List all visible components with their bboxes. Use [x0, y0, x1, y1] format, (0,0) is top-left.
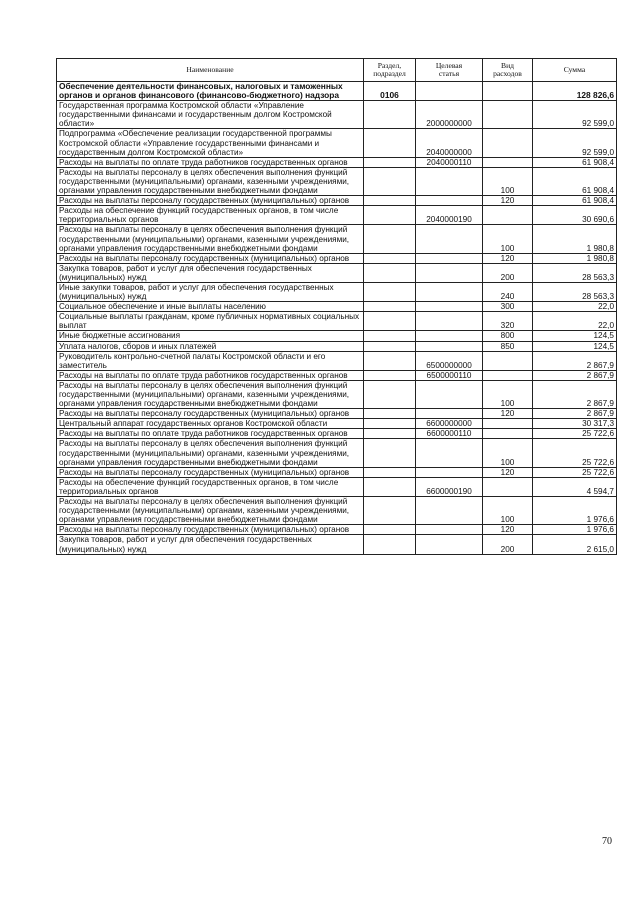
cell-kind: [483, 157, 533, 167]
header-kind: Вид расходов: [483, 59, 533, 82]
cell-section: [364, 302, 416, 312]
cell-name: Иные бюджетные ассигнования: [57, 331, 364, 341]
header-sum: Сумма: [533, 59, 617, 82]
cell-section: [364, 351, 416, 370]
cell-name: Расходы на выплаты персоналу государственных (муниципальных) органов: [57, 196, 364, 206]
header-section: Раздел, подраздел: [364, 59, 416, 82]
table-row: [57, 477, 617, 496]
cell-sum: 22,0: [533, 302, 617, 312]
cell-sum: 25 722,6: [533, 439, 617, 467]
cell-section: [364, 419, 416, 429]
cell-name: Расходы на обеспечение функций государственных органов, в том числе территориальных органов: [57, 206, 364, 225]
cell-target: [416, 331, 483, 341]
cell-section: [364, 157, 416, 167]
cell-target: 2000000000: [416, 101, 483, 129]
cell-kind: 100: [483, 225, 533, 253]
cell-section: [364, 312, 416, 331]
cell-section: [364, 282, 416, 301]
cell-name: Расходы на выплаты персоналу в целях обеспечения выполнения функций государственными (муниципальными) органами, казенными учреждениями, органами управления государственными внебюджетными фондами: [57, 380, 364, 408]
cell-section: [364, 263, 416, 282]
table-row: [57, 196, 617, 206]
cell-sum: 1 976,6: [533, 525, 617, 535]
cell-kind: [483, 101, 533, 129]
cell-sum: 25 722,6: [533, 429, 617, 439]
table-row: [57, 101, 617, 129]
cell-kind: [483, 82, 533, 101]
cell-sum: 1 980,8: [533, 225, 617, 253]
cell-kind: [483, 351, 533, 370]
cell-kind: 320: [483, 312, 533, 331]
cell-kind: 100: [483, 439, 533, 467]
cell-target: [416, 312, 483, 331]
cell-target: [416, 225, 483, 253]
table-row: [57, 263, 617, 282]
cell-section: [364, 341, 416, 351]
cell-section: [364, 129, 416, 157]
cell-sum: 22,0: [533, 312, 617, 331]
cell-target: [416, 409, 483, 419]
cell-section: [364, 467, 416, 477]
table-row: [57, 497, 617, 525]
table-row: [57, 535, 617, 554]
cell-name: Социальное обеспечение и иные выплаты населению: [57, 302, 364, 312]
cell-name: Обеспечение деятельности финансовых, налоговых и таможенных органов и органов финансового (финансово-бюджетного) надзора: [57, 82, 364, 101]
cell-kind: [483, 419, 533, 429]
cell-name: Государственная программа Костромской области «Управление государственными финансами и государственным долгом Костромской области»: [57, 101, 364, 129]
cell-section: [364, 439, 416, 467]
cell-name: Закупка товаров, работ и услуг для обеспечения государственных (муниципальных) нужд: [57, 263, 364, 282]
table-row: [57, 351, 617, 370]
cell-target: [416, 253, 483, 263]
table-row: [57, 312, 617, 331]
cell-target: [416, 82, 483, 101]
cell-section: [364, 380, 416, 408]
cell-section: [364, 101, 416, 129]
table-row: [57, 167, 617, 195]
cell-kind: 240: [483, 282, 533, 301]
table-row: [57, 380, 617, 408]
table-row: [57, 429, 617, 439]
cell-section: [364, 477, 416, 496]
cell-kind: 120: [483, 409, 533, 419]
table-row: [57, 525, 617, 535]
cell-target: 6600000000: [416, 419, 483, 429]
cell-target: [416, 341, 483, 351]
table-row: [57, 341, 617, 351]
cell-sum: 2 867,9: [533, 370, 617, 380]
cell-target: 2040000110: [416, 157, 483, 167]
cell-section: 0106: [364, 82, 416, 101]
cell-name: Расходы на выплаты персоналу государственных (муниципальных) органов: [57, 525, 364, 535]
cell-name: Подпрограмма «Обеспечение реализации государственной программы Костромской области «Управление государственными финансами и государственным долгом Костромской области»: [57, 129, 364, 157]
cell-target: 2040000190: [416, 206, 483, 225]
cell-sum: 2 867,9: [533, 351, 617, 370]
table-row: [57, 157, 617, 167]
table-row: [57, 82, 617, 101]
cell-target: [416, 467, 483, 477]
cell-name: Расходы на выплаты по оплате труда работников государственных органов: [57, 157, 364, 167]
cell-sum: 61 908,4: [533, 196, 617, 206]
cell-kind: 120: [483, 467, 533, 477]
cell-kind: 850: [483, 341, 533, 351]
cell-name: Расходы на выплаты персоналу в целях обеспечения выполнения функций государственными (муниципальными) органами, казенными учреждениями, органами управления государственными внебюджетными фондами: [57, 439, 364, 467]
cell-name: Руководитель контрольно-счетной палаты Костромской области и его заместитель: [57, 351, 364, 370]
cell-sum: 61 908,4: [533, 157, 617, 167]
cell-sum: 128 826,6: [533, 82, 617, 101]
cell-section: [364, 331, 416, 341]
cell-section: [364, 167, 416, 195]
cell-sum: 124,5: [533, 331, 617, 341]
cell-target: [416, 380, 483, 408]
page-number: 70: [602, 836, 612, 847]
table-row: [57, 282, 617, 301]
cell-name: Расходы на выплаты персоналу в целях обеспечения выполнения функций государственными (муниципальными) органами, казенными учреждениями, органами управления государственными внебюджетными фондами: [57, 167, 364, 195]
cell-target: 6600000190: [416, 477, 483, 496]
cell-section: [364, 253, 416, 263]
table-row: [57, 370, 617, 380]
cell-name: Закупка товаров, работ и услуг для обеспечения государственных (муниципальных) нужд: [57, 535, 364, 554]
cell-name: Расходы на выплаты персоналу государственных (муниципальных) органов: [57, 409, 364, 419]
cell-kind: 120: [483, 253, 533, 263]
cell-kind: 800: [483, 331, 533, 341]
cell-name: Иные закупки товаров, работ и услуг для обеспечения государственных (муниципальных) нужд: [57, 282, 364, 301]
table-header-row: [57, 59, 617, 82]
cell-sum: 30 317,3: [533, 419, 617, 429]
cell-sum: 2 867,9: [533, 409, 617, 419]
budget-table: [56, 58, 617, 555]
cell-sum: 30 690,6: [533, 206, 617, 225]
cell-target: [416, 439, 483, 467]
cell-section: [364, 535, 416, 554]
cell-target: 6500000110: [416, 370, 483, 380]
cell-sum: 25 722,6: [533, 467, 617, 477]
cell-sum: 61 908,4: [533, 167, 617, 195]
cell-target: [416, 535, 483, 554]
table-row: [57, 419, 617, 429]
cell-name: Расходы на выплаты персоналу в целях обеспечения выполнения функций государственными (муниципальными) органами, казенными учреждениями, органами управления государственными внебюджетными фондами: [57, 225, 364, 253]
header-name: Наименование: [57, 59, 364, 82]
table-row: [57, 302, 617, 312]
cell-kind: 100: [483, 380, 533, 408]
cell-section: [364, 497, 416, 525]
cell-kind: 100: [483, 497, 533, 525]
budget-table-sheet: [56, 58, 616, 555]
table-row: [57, 439, 617, 467]
cell-section: [364, 525, 416, 535]
cell-name: Расходы на обеспечение функций государственных органов, в том числе территориальных органов: [57, 477, 364, 496]
table-row: [57, 129, 617, 157]
cell-target: [416, 263, 483, 282]
cell-kind: 120: [483, 196, 533, 206]
cell-kind: [483, 129, 533, 157]
cell-name: Центральный аппарат государственных органов Костромской области: [57, 419, 364, 429]
cell-sum: 1 976,6: [533, 497, 617, 525]
cell-kind: 200: [483, 535, 533, 554]
table-row: [57, 206, 617, 225]
cell-sum: 28 563,3: [533, 263, 617, 282]
cell-kind: [483, 429, 533, 439]
cell-name: Расходы на выплаты персоналу государственных (муниципальных) органов: [57, 467, 364, 477]
table-row: [57, 253, 617, 263]
cell-target: 6500000000: [416, 351, 483, 370]
header-target: Целевая статья: [416, 59, 483, 82]
cell-kind: 120: [483, 525, 533, 535]
cell-target: [416, 525, 483, 535]
cell-name: Расходы на выплаты по оплате труда работников государственных органов: [57, 429, 364, 439]
table-row: [57, 331, 617, 341]
cell-section: [364, 370, 416, 380]
cell-name: Расходы на выплаты персоналу государственных (муниципальных) органов: [57, 253, 364, 263]
cell-sum: 4 594,7: [533, 477, 617, 496]
cell-section: [364, 429, 416, 439]
cell-target: [416, 196, 483, 206]
cell-sum: 28 563,3: [533, 282, 617, 301]
cell-kind: [483, 206, 533, 225]
cell-name: Расходы на выплаты по оплате труда работников государственных органов: [57, 370, 364, 380]
cell-kind: 300: [483, 302, 533, 312]
cell-kind: [483, 370, 533, 380]
cell-name: Уплата налогов, сборов и иных платежей: [57, 341, 364, 351]
table-body: [57, 82, 617, 555]
cell-section: [364, 196, 416, 206]
cell-sum: 2 615,0: [533, 535, 617, 554]
table-row: [57, 225, 617, 253]
cell-section: [364, 409, 416, 419]
cell-sum: 92 599,0: [533, 101, 617, 129]
cell-kind: 100: [483, 167, 533, 195]
cell-section: [364, 206, 416, 225]
cell-sum: 124,5: [533, 341, 617, 351]
table-row: [57, 467, 617, 477]
cell-target: 2040000000: [416, 129, 483, 157]
cell-sum: 2 867,9: [533, 380, 617, 408]
cell-target: [416, 302, 483, 312]
cell-sum: 92 599,0: [533, 129, 617, 157]
cell-target: [416, 497, 483, 525]
cell-name: Расходы на выплаты персоналу в целях обеспечения выполнения функций государственными (муниципальными) органами, казенными учреждениями, органами управления государственными внебюджетными фондами: [57, 497, 364, 525]
cell-kind: 200: [483, 263, 533, 282]
cell-section: [364, 225, 416, 253]
table-row: [57, 409, 617, 419]
cell-target: 6600000110: [416, 429, 483, 439]
cell-sum: 1 980,8: [533, 253, 617, 263]
cell-target: [416, 282, 483, 301]
cell-kind: [483, 477, 533, 496]
cell-target: [416, 167, 483, 195]
cell-name: Социальные выплаты гражданам, кроме публичных нормативных социальных выплат: [57, 312, 364, 331]
